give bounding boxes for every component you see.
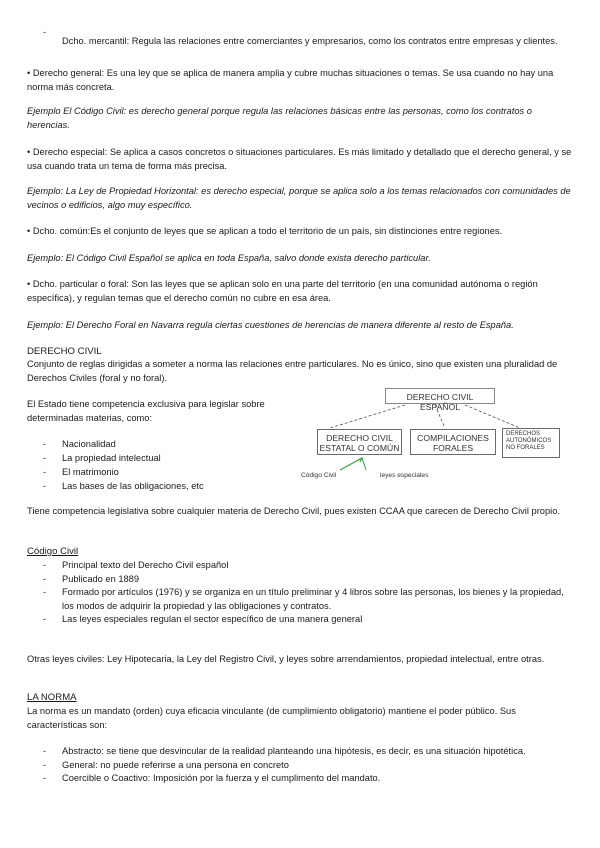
item-dcho-mercantil: Dcho. mercantil: Regula las relaciones entre comerciantes y empresarios, como los contratos entre empresas y clientes. (62, 36, 558, 47)
para-derecho-civil-intro: Conjunto de reglas dirigidas a someter a norma las relaciones entre particulares. No es único, sino que existen una pluralidad de Derechos Civiles (foral y no foral). (27, 359, 558, 383)
list-item-caracteristica: General: no puede referirse a una persona en concreto (62, 760, 289, 770)
list-item-codigo-civil: Publicado en 1889 (62, 574, 140, 584)
list-item-materia: Nacionalidad (62, 439, 116, 449)
bullet-dash: - (43, 467, 47, 477)
list-item-codigo-civil: Las leyes especiales regulan el sector específico de una manera general (62, 614, 363, 624)
green-arrow-right (362, 458, 366, 470)
list-item-codigo-civil: Formado por artículos (1976) y se organiza en un título preliminar y 4 libros sobre las personas, los bienes y la propiedad, los modos de adquirir la propiedad y las obligaciones y contratos. (62, 587, 564, 611)
heading-codigo-civil: Código Civil (27, 546, 79, 557)
para-derecho-especial: • Derecho especial: Se aplica a casos concretos o situaciones particulares. Es más limitado y detallado que el derecho general, y se usa cuando trata un tema de forma más precisa. (27, 147, 572, 171)
list-item-caracteristica: Coercible o Coactivo: Imposición por la fuerza y el cumplimento del mandato. (62, 773, 381, 783)
bullet-dash: - (43, 614, 47, 624)
list-item-codigo-civil: Principal texto del Derecho Civil español (62, 560, 229, 570)
para-dcho-comun: • Dcho. común:Es el conjunto de leyes que se aplican a todo el territorio de un país, sin distinciones entre regiones. (27, 226, 503, 236)
list-item-caracteristica: Abstracto: se tiene que desvincular de la realidad planteando una hipótesis, es decir, es una situación hipotética. (62, 746, 526, 756)
bullet-dash: - (43, 439, 47, 449)
list-item-materia: Las bases de las obligaciones, etc (62, 481, 204, 491)
diagram-label-codigo-civil: Código Civil (301, 472, 337, 479)
para-otras-leyes: Otras leyes civiles: Ley Hipotecaria, la Ley del Registro Civil, y leyes sobre arrendamientos, propiedad intelectual, entre otras. (27, 654, 545, 664)
list-item-materia: La propiedad intelectual (62, 453, 161, 463)
connector-left (330, 405, 405, 428)
para-derecho-general: • Derecho general: Es una ley que se aplica de manera amplia y cubre muchas situaciones o temas. Se usa cuando no hay una norma más concreta. (27, 68, 554, 92)
diagram-node-autonomicos: DERECHOS AUTONÓMICOS NO FORALES (502, 428, 560, 458)
bullet-dash: - (43, 746, 47, 756)
bullet-dash: - (43, 574, 47, 584)
example-dcho-comun: Ejemplo: El Código Civil Español se aplica en toda España, salvo donde exista derecho particular. (27, 253, 431, 263)
bullet-dash: - (43, 481, 47, 491)
bullet-dash: - (43, 27, 47, 37)
diagram-node-forales: COMPILACIONES FORALES (410, 429, 496, 455)
connector-right (465, 405, 520, 428)
bullet-dash: - (43, 760, 47, 770)
heading-derecho-civil: DERECHO CIVIL (27, 346, 102, 357)
example-derecho-foral: Ejemplo: El Derecho Foral en Navarra regula ciertas cuestiones de herencias de manera diferente al resto de España. (27, 320, 514, 330)
green-arrow-head (358, 458, 362, 462)
diagram-root: DERECHO CIVIL ESPAÑOL (385, 388, 495, 404)
para-estado-competencia: El Estado tiene competencia exclusiva para legislar sobre determinadas materias, como: (27, 399, 265, 423)
heading-la-norma: LA NORMA (27, 692, 77, 703)
diagram-node-estatal: DERECHO CIVIL ESTATAL O COMÚN (317, 429, 402, 455)
example-derecho-general: Ejemplo El Código Civil: es derecho general porque regula las relaciones básicas entre las personas, como los contratos o herencias. (27, 106, 532, 130)
bullet-dash: - (43, 560, 47, 570)
diagram-label-leyes-especiales: leyes especiales (380, 472, 429, 479)
para-la-norma-intro: La norma es un mandato (orden) cuya eficacia vinculante (de cumplimiento obligatorio) mantiene el poder público. Sus características son: (27, 706, 516, 730)
example-derecho-especial: Ejemplo: La Ley de Propiedad Horizontal: es derecho especial, porque se aplica solo a los temas relacionados con comunidades de vecinos o edificios, algo muy específico. (27, 186, 571, 210)
list-item-materia: El matrimonio (62, 467, 119, 477)
para-ccaa-competencia: Tiene competencia legislativa sobre cualquier materia de Derecho Civil, pues existen CCAA que carecen de Derecho Civil propio. (27, 506, 560, 516)
bullet-dash: - (43, 453, 47, 463)
bullet-dash: - (43, 587, 47, 597)
bullet-dash: - (43, 773, 47, 783)
para-dcho-particular: • Dcho. particular o foral: Son las leyes que se aplican solo en una parte del territorio (en una comunidad autónoma o región específica), y regulan temas que el derecho común no cubre en esa área. (27, 279, 538, 303)
